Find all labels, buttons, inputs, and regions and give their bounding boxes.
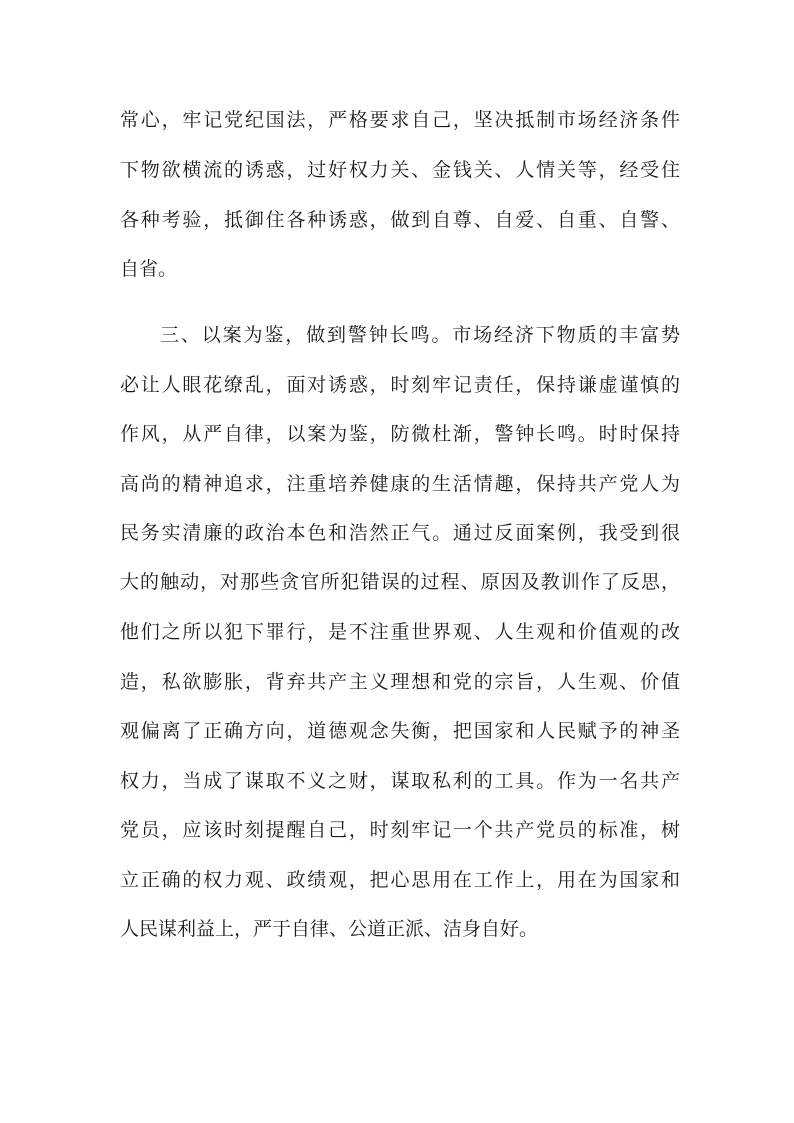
- text-line: 造，私欲膨胀，背弃共产主义理想和党的宗旨，人生观、价值: [120, 671, 680, 693]
- text-line: 作风，从严自律，以案为鉴，防微杜渐，警钟长鸣。时时保持: [120, 423, 680, 445]
- text-line: 他们之所以犯下罪行，是不注重世界观、人生观和价值观的改: [120, 621, 680, 643]
- text-line: 必让人眼花缭乱，面对诱惑，时刻牢记责任，保持谦虚谨慎的: [120, 374, 680, 396]
- text-line: 观偏离了正确方向，道德观念失衡，把国家和人民赋予的神圣: [120, 720, 680, 742]
- text-line: 人民谋利益上，严于自律、公道正派、洁身自好。: [120, 918, 539, 940]
- text-line: 立正确的权力观、政绩观，把心思用在工作上，用在为国家和: [120, 869, 680, 891]
- text-line: 权力，当成了谋取不义之财，谋取私利的工具。作为一名共产: [120, 770, 680, 792]
- text-line: 自省。: [120, 258, 178, 280]
- text-line: 大的触动，对那些贪官所犯错误的过程、原因及教训作了反思，: [120, 571, 680, 593]
- text-line: 各种考验，抵御住各种诱惑，做到自尊、自爱、自重、自警、: [120, 209, 680, 231]
- text-line: 常心，牢记党纪国法，严格要求自己，坚决抵制市场经济条件: [120, 109, 680, 131]
- text-line: 民务实清廉的政治本色和浩然正气。通过反面案例，我受到很: [120, 522, 680, 544]
- text-line: 下物欲横流的诱惑，过好权力关、金钱关、人情关等，经受住: [120, 159, 680, 181]
- text-line: 高尚的精神追求，注重培养健康的生活情趣，保持共产党人为: [120, 473, 680, 495]
- text-line: 三、以案为鉴，做到警钟长鸣。市场经济下物质的丰富势: [160, 324, 680, 346]
- text-line: 党员，应该时刻提醒自己，时刻牢记一个共产党员的标准，树: [120, 819, 680, 841]
